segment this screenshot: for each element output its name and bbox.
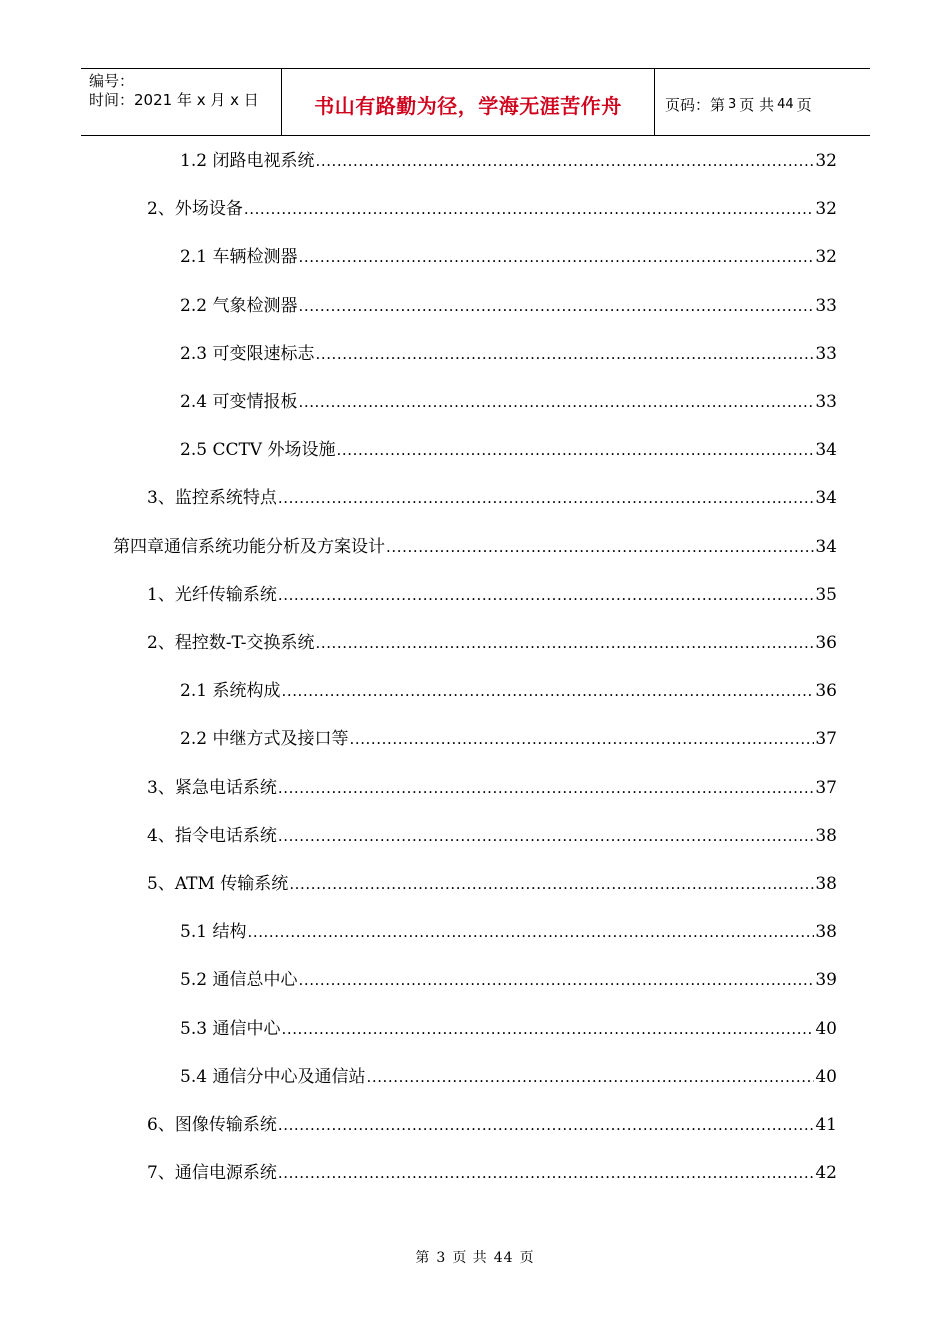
header-page-middle: 页 共 bbox=[739, 95, 775, 114]
toc-dot-leader bbox=[298, 971, 814, 989]
toc-dot-leader bbox=[298, 248, 814, 266]
toc-dot-leader bbox=[278, 1116, 815, 1134]
header-motto: 书山有路勤为径，学海无涯苦作舟 bbox=[282, 69, 655, 135]
toc-entry[interactable] bbox=[147, 871, 837, 895]
toc-entry-page: 34 bbox=[815, 536, 837, 557]
toc-entry-label: 2.2 中继方式及接口等 bbox=[180, 729, 349, 750]
toc-entry[interactable] bbox=[180, 919, 837, 943]
toc-dot-leader bbox=[278, 1164, 815, 1182]
toc-entry-page: 32 bbox=[815, 247, 837, 268]
header-page-prefix: 页码：第 bbox=[665, 95, 726, 114]
toc-entry-page: 37 bbox=[815, 777, 837, 798]
toc-entry[interactable] bbox=[180, 967, 837, 991]
toc-entry[interactable] bbox=[180, 148, 837, 172]
toc-entry[interactable] bbox=[147, 1112, 837, 1136]
toc-entry-page: 34 bbox=[815, 488, 837, 509]
toc-entry-page: 33 bbox=[815, 295, 837, 316]
toc-entry[interactable] bbox=[147, 196, 837, 220]
header-meta bbox=[81, 69, 282, 135]
toc-entry-page: 36 bbox=[815, 681, 837, 702]
footer-total: 44 bbox=[493, 1250, 514, 1266]
toc-entry-page: 41 bbox=[815, 1115, 837, 1135]
footer-prefix: 第 bbox=[415, 1250, 431, 1266]
toc-entry-label: 5.3 通信中心 bbox=[180, 1018, 281, 1039]
toc-dot-leader bbox=[386, 538, 814, 556]
toc-entry-page: 36 bbox=[815, 633, 837, 653]
toc-entry-page: 40 bbox=[815, 1018, 837, 1039]
toc-entry-page: 40 bbox=[815, 1066, 837, 1087]
toc-dot-leader bbox=[278, 489, 815, 507]
toc-dot-leader bbox=[244, 200, 815, 218]
toc-entry[interactable] bbox=[180, 341, 837, 365]
toc-entry-label: 2、外场设备 bbox=[147, 199, 243, 220]
footer-middle: 页 共 bbox=[452, 1250, 488, 1266]
toc-entry[interactable] bbox=[180, 437, 837, 461]
toc-dot-leader bbox=[298, 297, 814, 315]
toc-dot-leader bbox=[336, 441, 814, 459]
toc-dot-leader bbox=[315, 345, 814, 363]
toc-entry-label: 3、紧急电话系统 bbox=[147, 777, 277, 798]
toc-entry-page: 33 bbox=[815, 343, 837, 364]
toc-entry-label: 5.2 通信总中心 bbox=[180, 970, 298, 991]
toc-entry-page: 35 bbox=[815, 584, 837, 605]
toc-entry[interactable] bbox=[180, 1064, 837, 1088]
toc-entry-label: 第四章通信系统功能分析及方案设计 bbox=[113, 536, 385, 557]
toc-dot-leader bbox=[298, 393, 814, 411]
toc-entry[interactable] bbox=[180, 293, 837, 317]
toc-entry-label: 2.3 可变限速标志 bbox=[180, 343, 315, 364]
toc-entry-page: 38 bbox=[815, 922, 837, 943]
toc-entry-page: 34 bbox=[815, 440, 837, 461]
toc-entry[interactable] bbox=[147, 630, 837, 654]
toc-entry-label: 4、指令电话系统 bbox=[147, 825, 277, 846]
toc-entry-label: 2、程控数-T-交换系统 bbox=[147, 633, 315, 653]
toc-entry-page: 33 bbox=[815, 392, 837, 412]
toc-entry[interactable] bbox=[147, 775, 837, 799]
toc-entry-label: 1、光纤传输系统 bbox=[147, 584, 277, 605]
toc-entry-label: 5、ATM 传输系统 bbox=[147, 874, 289, 894]
toc-dot-leader bbox=[315, 634, 814, 652]
page-header bbox=[81, 68, 870, 136]
toc-entry-page: 32 bbox=[815, 199, 837, 220]
toc-dot-leader bbox=[281, 682, 814, 700]
document-number-label: 编号： bbox=[89, 72, 135, 90]
header-page-current: 3 bbox=[728, 96, 737, 112]
toc-entry[interactable] bbox=[113, 534, 837, 558]
toc-entry-label: 2.5 CCTV 外场设施 bbox=[180, 440, 336, 461]
toc-entry[interactable] bbox=[147, 823, 837, 847]
toc-dot-leader bbox=[247, 923, 814, 941]
toc-entry-page: 42 bbox=[815, 1163, 837, 1184]
toc-dot-leader bbox=[278, 827, 815, 845]
document-time-label: 时间：2021 年 x 月 x 日 bbox=[89, 91, 259, 109]
toc-entry[interactable] bbox=[147, 582, 837, 606]
toc-entry-label: 5.4 通信分中心及通信站 bbox=[180, 1066, 366, 1087]
toc-entry-label: 1.2 闭路电视系统 bbox=[180, 151, 315, 171]
toc-entry-label: 2.1 系统构成 bbox=[180, 681, 281, 702]
toc-entry[interactable] bbox=[180, 389, 837, 413]
toc-entry-page: 32 bbox=[815, 151, 837, 171]
toc-entry-page: 37 bbox=[815, 729, 837, 750]
footer-suffix: 页 bbox=[519, 1250, 535, 1266]
footer-current: 3 bbox=[436, 1250, 447, 1266]
toc-entry-label: 7、通信电源系统 bbox=[147, 1163, 277, 1184]
toc-entry-page: 38 bbox=[815, 874, 837, 894]
toc-entry[interactable] bbox=[180, 1016, 837, 1040]
header-page-suffix: 页 bbox=[796, 95, 812, 114]
toc-entry-label: 6、图像传输系统 bbox=[147, 1115, 277, 1135]
toc-entry-label: 3、监控系统特点 bbox=[147, 488, 277, 509]
toc-entry-label: 5.1 结构 bbox=[180, 922, 247, 943]
toc-entry[interactable] bbox=[147, 1160, 837, 1184]
page-footer bbox=[0, 1247, 950, 1267]
toc-dot-leader bbox=[349, 730, 814, 748]
toc-dot-leader bbox=[278, 586, 815, 604]
toc-entry-label: 2.1 车辆检测器 bbox=[180, 247, 298, 268]
toc-entry-page: 38 bbox=[815, 825, 837, 846]
toc-entry[interactable] bbox=[180, 678, 837, 702]
toc-entry-label: 2.2 气象检测器 bbox=[180, 295, 298, 316]
toc-entry[interactable] bbox=[180, 726, 837, 750]
toc-dot-leader bbox=[278, 779, 815, 797]
header-page-info bbox=[655, 69, 870, 135]
toc-entry-label: 2.4 可变情报板 bbox=[180, 392, 298, 412]
toc-dot-leader bbox=[281, 1020, 814, 1038]
toc-entry-page: 39 bbox=[815, 970, 837, 991]
toc-entry[interactable] bbox=[147, 485, 837, 509]
toc-dot-leader bbox=[315, 152, 814, 170]
toc-dot-leader bbox=[366, 1068, 814, 1086]
header-page-total: 44 bbox=[777, 96, 794, 112]
toc-entry[interactable] bbox=[180, 244, 837, 268]
toc-dot-leader bbox=[289, 875, 814, 893]
